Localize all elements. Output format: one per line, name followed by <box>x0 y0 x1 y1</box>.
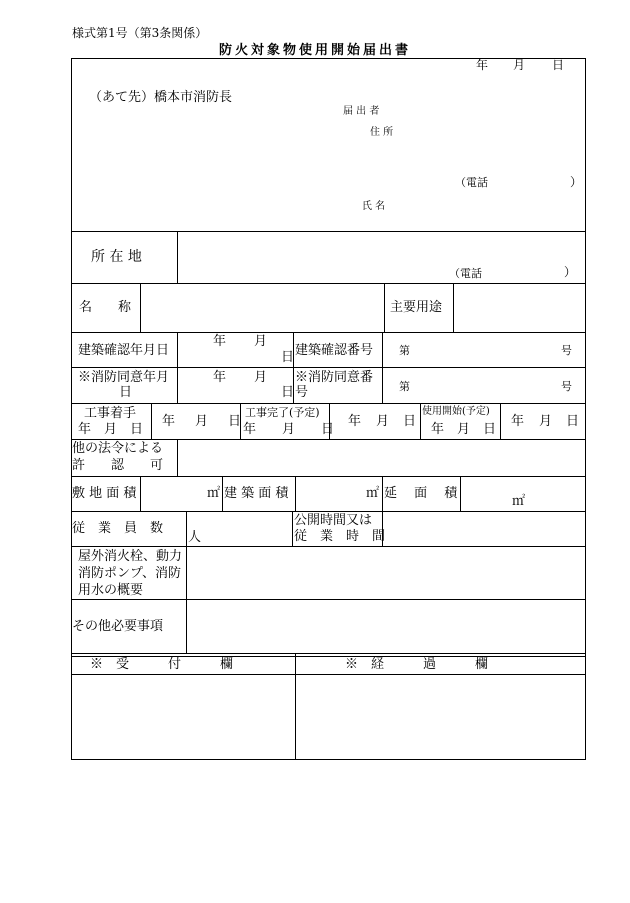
name-label: 名 称 <box>79 300 132 315</box>
build-confirm-number-label: 建築確認番号 <box>295 343 374 358</box>
divider <box>71 599 586 600</box>
divider <box>71 367 586 368</box>
construction-start-label-cont: 年 月 日 <box>78 422 144 437</box>
fire-consent-month: 月 <box>254 370 268 385</box>
divider <box>71 283 586 284</box>
divider <box>71 332 586 333</box>
build-confirm-number-field[interactable] <box>414 334 556 365</box>
divider <box>295 476 296 511</box>
fire-consent-day: 日 <box>281 385 295 400</box>
date-day-label: 日 <box>552 58 565 72</box>
fire-consent-date-label-cont: 日 <box>119 385 133 400</box>
location-field[interactable] <box>180 233 582 263</box>
hydrant-label-cont2: 用水の概要 <box>78 583 144 598</box>
divider <box>71 546 586 547</box>
divider <box>453 283 454 332</box>
hydrant-label: 屋外消火栓、動力 <box>78 549 183 564</box>
other-law-field[interactable] <box>180 441 582 474</box>
divider <box>71 511 586 512</box>
building-area-label: 建 築 面 積 <box>224 486 289 501</box>
divider <box>71 674 586 675</box>
use-start-day: 日 <box>566 414 580 429</box>
business-hours-label: 公開時間又は <box>294 513 373 528</box>
other-law-label-cont: 許 認 可 <box>72 458 164 473</box>
construction-complete-field[interactable] <box>331 405 418 437</box>
name-field[interactable] <box>142 285 382 330</box>
building-area-unit: ㎡ <box>366 486 380 501</box>
build-confirm-year: 年 <box>213 334 227 349</box>
use-start-label-cont: 年 月 日 <box>431 422 497 437</box>
business-hours-field[interactable] <box>385 513 582 544</box>
reception-area[interactable] <box>74 676 292 758</box>
fire-consent-date-field[interactable] <box>180 369 290 401</box>
hydrant-field[interactable] <box>189 548 582 597</box>
submission-date-field[interactable] <box>440 58 580 76</box>
build-confirm-dai: 第 <box>399 344 410 357</box>
construction-complete-label-cont: 年 月 日 <box>243 422 335 437</box>
divider <box>177 439 178 476</box>
location-label: 所 在 地 <box>91 249 142 265</box>
fire-consent-dai: 第 <box>399 380 410 393</box>
notifier-name-field[interactable] <box>392 196 580 220</box>
addressee: （あて先）橋本市消防長 <box>89 90 233 105</box>
construction-complete-label: 工事完了(予定) <box>245 406 320 419</box>
progress-area[interactable] <box>298 676 583 758</box>
divider <box>222 476 223 511</box>
main-usage-field[interactable] <box>455 285 583 330</box>
build-confirm-date-field[interactable] <box>180 334 290 365</box>
main-usage-label: 主要用途 <box>390 300 443 315</box>
divider <box>500 403 501 439</box>
divider <box>382 332 383 403</box>
reception-header: ※ 受 付 欄 <box>90 657 234 672</box>
use-start-month: 月 <box>539 414 553 429</box>
other-matters-label: その他必要事項 <box>72 619 164 634</box>
construction-start-year: 年 <box>162 414 176 429</box>
notifier-name-label: 氏 名 <box>362 201 386 212</box>
divider <box>177 332 178 403</box>
construction-start-month: 月 <box>195 414 209 429</box>
site-area-field[interactable] <box>143 478 203 509</box>
document-title: 防火対象物使用開始届出書 <box>218 43 411 58</box>
fire-consent-number-label-cont: 号 <box>295 385 309 400</box>
total-floor-area-label: 延 面 積 <box>384 486 458 501</box>
progress-header: ※ 経 過 欄 <box>345 657 489 672</box>
construction-start-field[interactable] <box>153 405 238 437</box>
workers-label: 従 業 員 数 <box>72 521 164 536</box>
total-floor-area-unit: ㎡ <box>512 494 526 509</box>
divider <box>71 231 586 232</box>
form-number: 様式第1号（第3条関係） <box>72 26 208 40</box>
divider <box>71 476 586 477</box>
divider <box>420 403 421 439</box>
divider <box>151 403 152 439</box>
fire-consent-year: 年 <box>213 370 227 385</box>
construction-start-label: 工事着手 <box>84 406 137 421</box>
divider <box>177 231 178 283</box>
divider <box>460 476 461 511</box>
construction-complete-year: 年 <box>348 414 362 429</box>
divider <box>71 653 586 654</box>
notifier-address-label: 住 所 <box>370 127 394 138</box>
site-area-label: 敷 地 面 積 <box>72 486 137 501</box>
workers-field[interactable] <box>205 513 289 544</box>
fire-consent-date-label: ※消防同意年月 <box>78 370 170 385</box>
location-phone-field[interactable] <box>482 266 562 281</box>
divider <box>384 283 385 332</box>
divider <box>186 511 187 653</box>
site-area-unit: ㎡ <box>207 486 221 501</box>
date-year-label: 年 <box>476 58 489 72</box>
other-matters-field[interactable] <box>189 601 582 651</box>
divider <box>140 283 141 332</box>
notifier-phone-open: （電話 <box>455 176 488 189</box>
notifier-phone-close: ） <box>570 175 583 189</box>
divider <box>71 439 586 440</box>
business-hours-label-cont: 従 業 時 間 <box>294 529 386 544</box>
construction-complete-day: 日 <box>403 414 417 429</box>
construction-complete-month: 月 <box>376 414 390 429</box>
fire-consent-number-field[interactable] <box>414 369 556 401</box>
construction-start-day: 日 <box>228 414 242 429</box>
notifier-label: 届 出 者 <box>343 106 380 117</box>
total-floor-area-field[interactable] <box>463 478 582 509</box>
date-month-label: 月 <box>513 58 526 72</box>
use-start-label: 使用開始(予定) <box>422 406 490 417</box>
divider <box>140 476 141 511</box>
fire-consent-go: 号 <box>561 380 572 393</box>
other-law-label: 他の法令による <box>72 441 164 456</box>
hydrant-label-cont: 消防ポンプ、消防 <box>78 566 181 581</box>
divider <box>292 511 293 546</box>
use-start-year: 年 <box>511 414 525 429</box>
divider <box>382 476 383 511</box>
building-area-field[interactable] <box>298 478 362 509</box>
notifier-address-field[interactable] <box>400 122 580 170</box>
build-confirm-day: 日 <box>281 350 295 365</box>
fire-consent-number-label: ※消防同意番 <box>295 370 374 385</box>
build-confirm-month: 月 <box>254 334 268 349</box>
location-phone-close: ） <box>564 265 577 279</box>
location-phone-open: （電話 <box>449 267 482 280</box>
notifier-phone-field[interactable] <box>490 174 568 190</box>
workers-unit: 人 <box>188 530 202 545</box>
use-start-field[interactable] <box>502 405 583 437</box>
build-confirm-go: 号 <box>561 344 572 357</box>
build-confirm-date-label: 建築確認年月日 <box>78 343 170 358</box>
divider <box>295 653 296 760</box>
